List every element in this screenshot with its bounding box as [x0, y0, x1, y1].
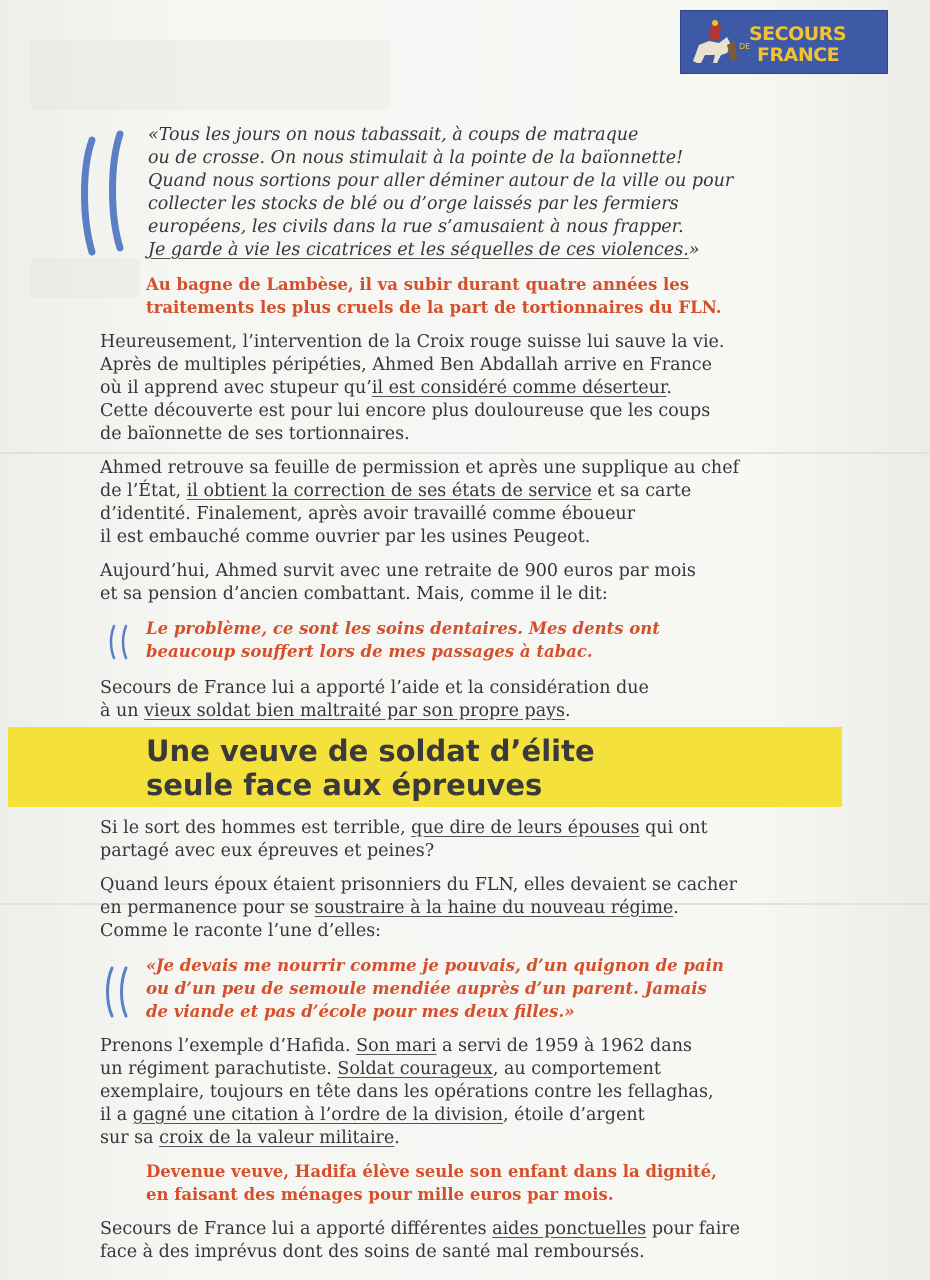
para5-text: Si le sort des hommes est terrible,	[100, 818, 412, 838]
para7-text: a servi de 1959 à 1962 dans	[436, 1036, 692, 1056]
para1-line: Après de multiples péripéties, Ahmed Ben Abdallah arrive en France	[100, 355, 712, 375]
quote-mark-icon	[74, 128, 134, 260]
quote3-line: «Je devais me nourrir comme je pouvais, d’un quignon de pain	[146, 956, 724, 975]
para3-line: Aujourd’hui, Ahmed survit avec une retraite de 900 euros par mois	[100, 561, 696, 581]
para5-line: partagé avec eux épreuves et peines?	[100, 841, 435, 861]
para5-underlined: que dire de leurs épouses	[411, 818, 640, 838]
para8-text: pour faire	[646, 1219, 741, 1239]
para4-text: à un	[100, 701, 145, 721]
para7-line	[100, 1035, 692, 1058]
quote1-line: ou de crosse. On nous stimulait à la pointe de la baïonnette!	[148, 148, 684, 168]
para2-line	[100, 480, 691, 503]
para7-text: .	[394, 1128, 400, 1148]
logo-text-secours: SECOURS	[749, 23, 847, 45]
para1-text: où il apprend avec stupeur qu’	[100, 378, 372, 398]
para1-text: .	[666, 378, 672, 398]
quote1-line: «Tous les jours on nous tabassait, à coups de matraque	[148, 125, 639, 145]
para7-underlined: Son mari	[356, 1036, 437, 1056]
saint-martin-emblem-icon	[687, 15, 741, 69]
quote-mark-icon	[106, 622, 134, 662]
para3-line: et sa pension d’ancien combattant. Mais, comme il le dit:	[100, 584, 608, 604]
section-headline	[146, 734, 595, 802]
quote2-line: Le problème, ce sont les soins dentaires. Mes dents ont	[146, 619, 660, 638]
para1-line: Heureusement, l’intervention de la Croix rouge suisse lui sauve la vie.	[100, 332, 725, 352]
bleed-through-shape	[30, 258, 140, 298]
quote1-line: Quand nous sortions pour aller déminer autour de la ville ou pour	[148, 171, 734, 191]
para4-underlined: vieux soldat bien maltraité par son propre pays	[144, 701, 565, 721]
para1-line	[100, 377, 672, 400]
para1-line: Cette découverte est pour lui encore plus douloureuse que les coups	[100, 401, 711, 421]
para7-line	[100, 1104, 645, 1127]
para6-underlined: soustraire à la haine du nouveau régime	[314, 898, 674, 918]
para7-text: un régiment parachutiste.	[100, 1059, 338, 1079]
para7-underlined: croix de la valeur militaire	[159, 1128, 395, 1148]
para2-underlined: il obtient la correction de ses états de service	[186, 481, 592, 501]
headline-line: seule face aux épreuves	[146, 768, 543, 802]
quote1-line: collecter les stocks de blé ou d’orge laissés par les fermiers	[148, 194, 679, 214]
highlight2-line: Devenue veuve, Hadifa élève seule son enfant dans la dignité,	[146, 1162, 717, 1181]
bleed-through-shape	[30, 40, 390, 110]
para7-text: il a	[100, 1105, 133, 1125]
headline-line: Une veuve de soldat d’élite	[146, 734, 595, 768]
para8-line: face à des imprévus dont des soins de santé mal remboursés.	[100, 1242, 645, 1262]
quote2-line: beaucoup souffert lors de mes passages à tabac.	[146, 642, 593, 661]
para5-line	[100, 817, 708, 840]
secours-de-france-logo	[680, 10, 888, 74]
para8-text: Secours de France lui a apporté différentes	[100, 1219, 493, 1239]
para4-line	[100, 700, 571, 723]
para6-line: Comme le raconte l’une d’elles:	[100, 921, 382, 941]
logo-text-de: DE	[739, 42, 751, 51]
para4-text: .	[565, 701, 571, 721]
para6-text: en permanence pour se	[100, 898, 315, 918]
highlight1-line: traitements les plus cruels de la part de tortionnaires du FLN.	[146, 298, 722, 317]
para8-line	[100, 1218, 740, 1241]
para2-text: de l’État,	[100, 481, 187, 501]
para7-underlined: Soldat courageux	[337, 1059, 493, 1079]
para2-line: Ahmed retrouve sa feuille de permission et après une supplique au chef	[100, 458, 740, 478]
highlight1-line: Au bagne de Lambèse, il va subir durant quatre années les	[146, 275, 690, 294]
para2-text: et sa carte	[591, 481, 692, 501]
fold-line	[0, 452, 930, 454]
para7-text: sur sa	[100, 1128, 160, 1148]
quote1-underlined: Je garde à vie les cicatrices et les séquelles de ces violences.	[148, 240, 689, 260]
para6-line	[100, 897, 679, 920]
para7-line	[100, 1127, 400, 1150]
logo-text-france: FRANCE	[757, 44, 840, 66]
quote-mark-icon	[102, 964, 136, 1020]
para7-line: exemplaire, toujours en tête dans les opérations contre les fellaghas,	[100, 1082, 714, 1102]
para7-line	[100, 1058, 661, 1081]
para4-line: Secours de France lui a apporté l’aide et la considération due	[100, 678, 649, 698]
quote1-close: »	[688, 240, 700, 260]
para8-underlined: aides ponctuelles	[492, 1219, 647, 1239]
quote1-line: européens, les civils dans la rue s’amusaient à nous frapper.	[148, 217, 684, 237]
para6-line: Quand leurs époux étaient prisonniers du FLN, elles devaient se cacher	[100, 875, 737, 895]
para7-text: Prenons l’exemple d’Hafida.	[100, 1036, 357, 1056]
quote1-line	[148, 239, 699, 262]
para7-text: , au comportement	[492, 1059, 661, 1079]
para6-text: .	[673, 898, 679, 918]
quote3-line: de viande et pas d’école pour mes deux filles.»	[146, 1002, 575, 1021]
para7-text: , étoile d’argent	[503, 1105, 645, 1125]
para2-line: il est embauché comme ouvrier par les usines Peugeot.	[100, 527, 591, 547]
highlight2-line: en faisant des ménages pour mille euros par mois.	[146, 1185, 614, 1204]
para7-underlined: gagné une citation à l’ordre de la division	[132, 1105, 504, 1125]
para2-line: d’identité. Finalement, après avoir travaillé comme éboueur	[100, 504, 636, 524]
para1-underlined: il est considéré comme déserteur	[371, 378, 667, 398]
para1-line: de baïonnette de ses tortionnaires.	[100, 424, 410, 444]
quote3-line: ou d’un peu de semoule mendiée auprès d’un parent. Jamais	[146, 979, 707, 998]
para5-text: qui ont	[639, 818, 708, 838]
